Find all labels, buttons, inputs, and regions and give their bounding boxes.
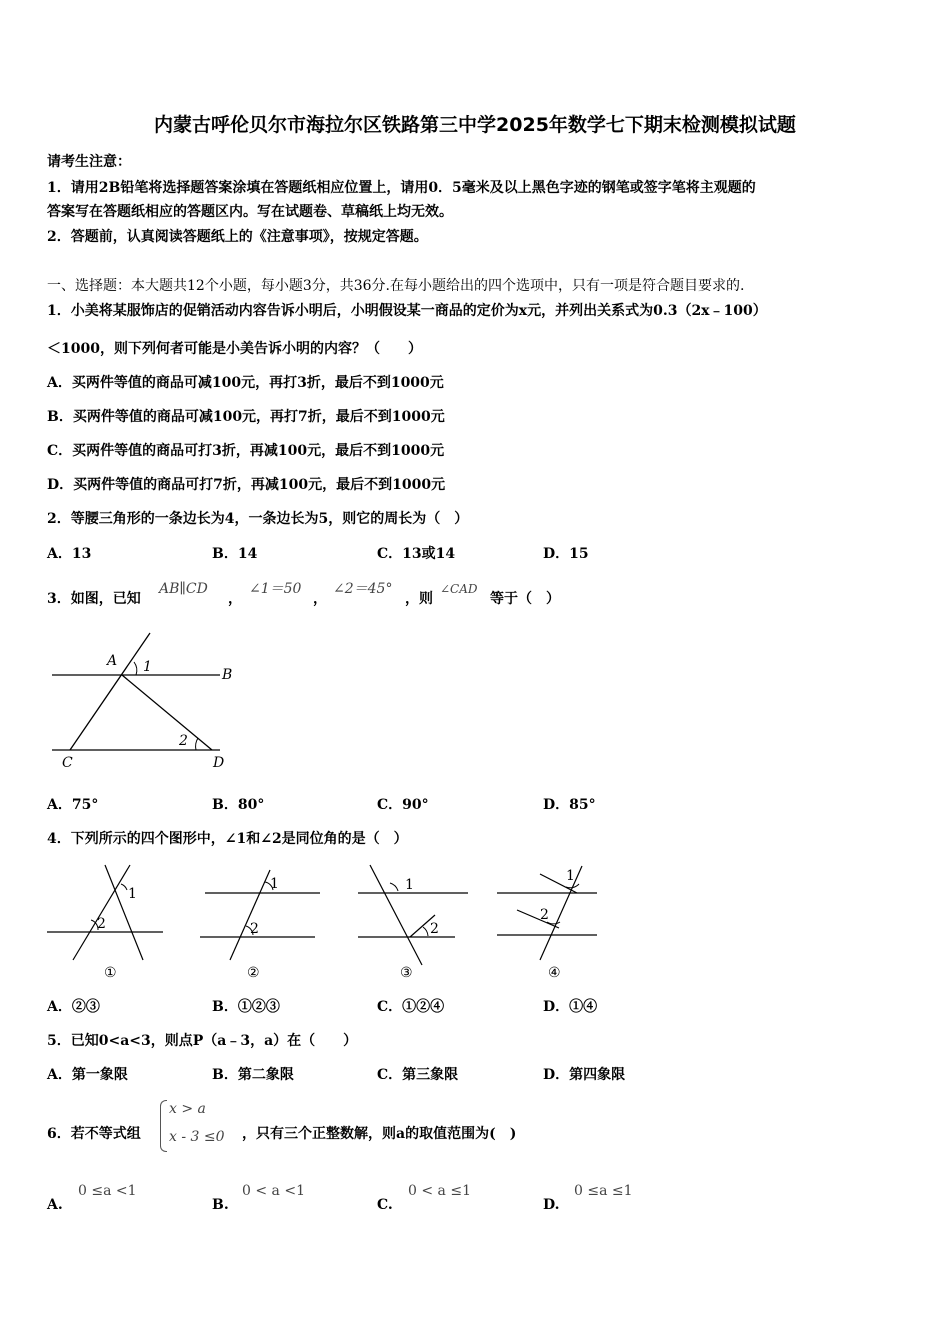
q4-fig4-label: ④ bbox=[548, 965, 561, 981]
q4-figure-2 bbox=[195, 860, 325, 985]
q5-stem: 5．已知0<a<3，则点P（a﹣3，a）在（ ） bbox=[47, 1033, 358, 1049]
q3-option-a: A．75° bbox=[47, 797, 99, 813]
q4-fig1-angle2: 2 bbox=[97, 916, 106, 932]
q3-angle1-label: 1 bbox=[143, 659, 152, 675]
q4-fig1-angle1: 1 bbox=[128, 886, 137, 902]
q4-figure-1 bbox=[45, 860, 170, 985]
q6-option-b-label: B. bbox=[212, 1197, 229, 1213]
q5-option-d: D．第四象限 bbox=[543, 1067, 626, 1083]
q4-fig1-label: ① bbox=[104, 965, 117, 981]
q5-option-b: B．第二象限 bbox=[212, 1067, 294, 1083]
notice-heading: 请考生注意： bbox=[47, 154, 131, 170]
q4-figure-4 bbox=[492, 860, 622, 985]
q3-angle1-arc bbox=[134, 662, 137, 675]
q3-angle2-arc bbox=[196, 738, 198, 750]
q3-sep-2: ， bbox=[313, 591, 327, 607]
q4-option-b: B．①②③ bbox=[212, 999, 280, 1015]
q3-option-b: B．80° bbox=[212, 797, 265, 813]
q3-line-ad bbox=[122, 675, 212, 750]
notice-line-2: 答案写在答题纸相应的答题区内。写在试题卷、草稿纸上均无效。 bbox=[47, 204, 453, 220]
notice-line-3: 2．答题前，认真阅读答题纸上的《注意事项》，按规定答题。 bbox=[47, 229, 428, 245]
q4-option-a: A．②③ bbox=[47, 999, 100, 1015]
section-heading: 一、选择题：本大题共12个小题，每小题3分，共36分.在每小题给出的四个选项中，只有一项是符合题目要求的. bbox=[47, 278, 745, 294]
q3-suffix: 等于（ ） bbox=[490, 591, 560, 607]
q4-option-c: C．①②④ bbox=[377, 999, 445, 1015]
q3-parallel-expr: AB∥CD bbox=[159, 581, 208, 597]
q3-angle2-expr: ∠2＝45° bbox=[333, 581, 393, 597]
q6-prefix: 6．若不等式组 bbox=[47, 1126, 141, 1142]
q6-option-c-expr: 0 < a ≤1 bbox=[408, 1183, 471, 1199]
q4-fig3-angle1: 1 bbox=[405, 877, 414, 893]
q4-figure-3 bbox=[350, 860, 480, 985]
q6-option-c-label: C. bbox=[377, 1197, 393, 1213]
q1-option-b: B．买两件等值的商品可减100元，再打7折，最后不到1000元 bbox=[47, 409, 445, 425]
q1-option-d: D．买两件等值的商品可打7折，再减100元，最后不到1000元 bbox=[47, 477, 446, 493]
q6-inequality-2: x - 3 ≤0 bbox=[169, 1129, 225, 1145]
q6-option-d-expr: 0 ≤a ≤1 bbox=[574, 1183, 633, 1199]
q4-stem: 4．下列所示的四个图形中，∠1和∠2是同位角的是（ ） bbox=[47, 831, 408, 847]
q4-fig2-angle2: 2 bbox=[250, 921, 259, 937]
q3-point-c: C bbox=[62, 755, 73, 771]
q5-option-c: C．第三象限 bbox=[377, 1067, 459, 1083]
q3-point-b: B bbox=[222, 667, 233, 683]
q3-point-d: D bbox=[213, 755, 225, 771]
q3-prefix: 3．如图，已知 bbox=[47, 591, 141, 607]
q6-option-d-label: D. bbox=[543, 1197, 560, 1213]
q5-option-a: A．第一象限 bbox=[47, 1067, 128, 1083]
q4-fig3-label: ③ bbox=[400, 965, 413, 981]
q3-point-a: A bbox=[107, 653, 118, 669]
q3-line-ac bbox=[70, 633, 150, 750]
q3-angle1-expr: ∠1＝50 bbox=[249, 581, 302, 597]
q6-inequality-1: x > a bbox=[169, 1101, 206, 1117]
q4-fig4-angle2: 2 bbox=[540, 907, 549, 923]
q6-option-a-expr: 0 ≤a <1 bbox=[78, 1183, 137, 1199]
q3-figure bbox=[40, 625, 250, 775]
q4-fig2-angle1: 1 bbox=[270, 876, 279, 892]
q3-mid: ，则 bbox=[405, 591, 433, 607]
q3-angle-cad-expr: ∠CAD bbox=[440, 582, 478, 596]
q6-suffix: ，只有三个正整数解，则a的取值范围为( ) bbox=[242, 1126, 517, 1142]
q4-option-d: D．①④ bbox=[543, 999, 598, 1015]
q2-option-c: C．13或14 bbox=[377, 546, 456, 562]
q6-option-a-label: A. bbox=[47, 1197, 63, 1213]
q2-stem: 2．等腰三角形的一条边长为4，一条边长为5，则它的周长为（ ） bbox=[47, 511, 469, 527]
q4-fig4-angle1: 1 bbox=[566, 868, 575, 884]
q4-fig3-angle2: 2 bbox=[430, 921, 439, 937]
q2-option-b: B．14 bbox=[212, 546, 258, 562]
q2-option-d: D．15 bbox=[543, 546, 589, 562]
q6-brace bbox=[160, 1100, 167, 1152]
q1-option-c: C．买两件等值的商品可打3折，再减100元，最后不到1000元 bbox=[47, 443, 445, 459]
q3-option-d: D．85° bbox=[543, 797, 596, 813]
q1-stem-line2: ＜1000，则下列何者可能是小美告诉小明的内容？（ ） bbox=[47, 341, 422, 357]
q1-option-a: A．买两件等值的商品可减100元，再打3折，最后不到1000元 bbox=[47, 375, 444, 391]
q1-stem-line1: 1．小美将某服饰店的促销活动内容告诉小明后，小明假设某一商品的定价为x元，并列出关系式为0.3（2x﹣100） bbox=[47, 303, 767, 319]
q3-angle2-label: 2 bbox=[179, 733, 188, 749]
q6-option-b-expr: 0 < a <1 bbox=[242, 1183, 305, 1199]
q4-fig2-label: ② bbox=[247, 965, 260, 981]
q2-option-a: A．13 bbox=[47, 546, 92, 562]
notice-line-1: 1．请用2B铅笔将选择题答案涂填在答题纸相应位置上，请用0．5毫米及以上黑色字迹的钢笔或签字笔将主观题的 bbox=[47, 180, 756, 196]
q3-sep-1: ， bbox=[228, 591, 242, 607]
page-title: 内蒙古呼伦贝尔市海拉尔区铁路第三中学2025年数学七下期末检测模拟试题 bbox=[154, 114, 796, 136]
q3-option-c: C．90° bbox=[377, 797, 429, 813]
